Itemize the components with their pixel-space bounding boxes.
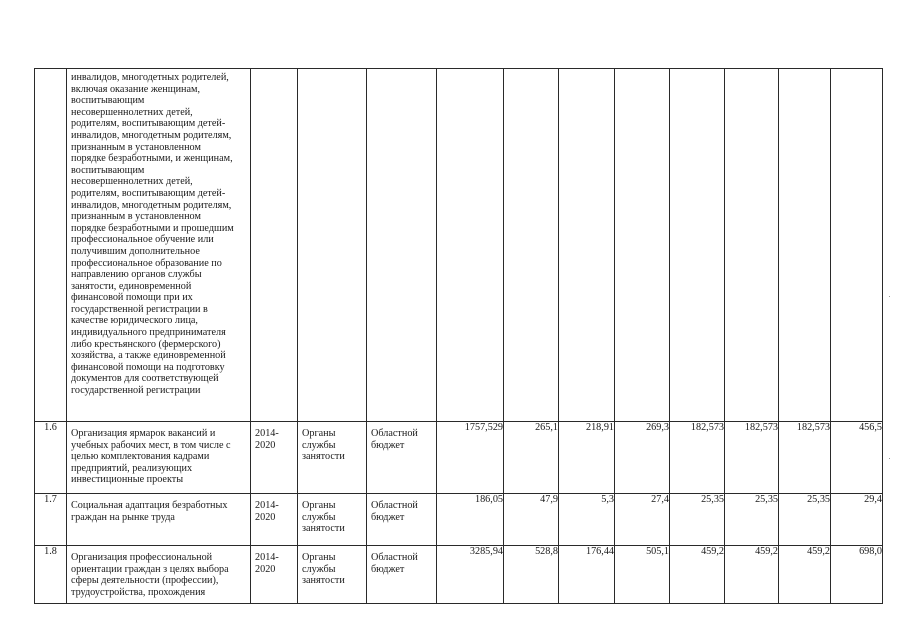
cell-value: 459,2 <box>670 546 725 604</box>
text-line: получившим дополнительное <box>71 245 200 257</box>
cell-index <box>35 69 67 422</box>
cell-source <box>367 494 437 546</box>
cell-value-total: 1757,529 <box>437 422 504 494</box>
cell-value: 456,5 <box>831 422 883 494</box>
name-line: инвестиционные проекты <box>71 474 184 486</box>
cell-value <box>725 69 779 422</box>
text-line: инвалидов, многодетным родителям, <box>71 129 232 141</box>
cell-value: 528,8 <box>504 546 559 604</box>
cell-value <box>670 69 725 422</box>
cell-value <box>559 69 615 422</box>
source-line: бюджет <box>371 439 405 451</box>
row-index: 1.6 <box>35 422 67 494</box>
executor-line: Органы <box>302 500 336 511</box>
name-line: граждан на рынке труда <box>71 511 175 523</box>
text-line: воспитывающим <box>71 164 145 176</box>
cell-executor <box>298 69 367 422</box>
table-row-continuation <box>35 69 883 422</box>
table-row <box>35 546 883 604</box>
text-line: инвалидов, многодетным родителям, <box>71 199 232 211</box>
name-line: целью комплектования кадрами <box>71 451 210 463</box>
executor-line: службы <box>302 511 336 523</box>
cell-value: 505,1 <box>615 546 670 604</box>
cell-value <box>437 69 504 422</box>
cell-value: 698,0 <box>831 546 883 604</box>
cell-executor <box>298 546 367 604</box>
executor-line: службы <box>302 439 336 451</box>
text-line: государственной регистрации в <box>71 303 208 315</box>
cell-value: 25,35 <box>725 494 779 546</box>
text-line: качестве юридического лица, <box>71 315 198 327</box>
cell-name <box>67 546 251 604</box>
cell-value: 182,573 <box>779 422 831 494</box>
cell-value: 27,4 <box>615 494 670 546</box>
name-line: сферы деятельности (профессии), <box>71 575 219 587</box>
period-line: 2014- <box>255 500 279 511</box>
scan-speck <box>889 458 890 459</box>
cell-value: 459,2 <box>779 546 831 604</box>
cell-value: 25,35 <box>670 494 725 546</box>
name-line: Организация ярмарок вакансий и <box>71 428 216 439</box>
text-line: порядке безработными, и женщинам, <box>71 153 233 165</box>
executor-line: занятости <box>302 451 345 463</box>
cell-value: 47,9 <box>504 494 559 546</box>
source-line: бюджет <box>371 511 405 523</box>
name-line: учебных рабочих мест, в том числе с <box>71 439 231 451</box>
cell-value <box>831 69 883 422</box>
text-line: хозяйства, а также единовременной <box>71 350 226 362</box>
source-line: Областной <box>371 500 418 511</box>
cell-value <box>615 69 670 422</box>
period-line: 2020 <box>255 511 276 523</box>
text-line: признанным в установленном <box>71 211 201 223</box>
cell-value: 459,2 <box>725 546 779 604</box>
text-line: родителям, воспитывающим детей- <box>71 118 226 130</box>
name-line: трудоустройства, прохождения <box>71 586 206 598</box>
cell-value: 25,35 <box>779 494 831 546</box>
source-line: Областной <box>371 552 418 563</box>
name-line: Социальная адаптация безработных <box>71 500 228 511</box>
text-line: родителям, воспитывающим детей- <box>71 187 226 199</box>
text-line: индивидуального предпринимателя <box>71 327 226 339</box>
text-line: профессиональное обучение или <box>71 234 214 246</box>
text-line: направлению органов службы <box>71 269 202 281</box>
text-line: включая оказание женщинам, <box>71 83 201 95</box>
text-line: государственной регистрации <box>71 385 201 397</box>
executor-line: Органы <box>302 428 336 439</box>
name-line: Организация профессиональной <box>71 552 213 563</box>
cell-value <box>504 69 559 422</box>
executor-line: Органы <box>302 552 336 563</box>
cell-period <box>251 494 298 546</box>
executor-line: занятости <box>302 523 345 535</box>
cell-value: 269,3 <box>615 422 670 494</box>
period-line: 2014- <box>255 428 279 439</box>
continuation-text <box>67 69 250 399</box>
text-line: профессиональное образование по <box>71 257 222 269</box>
cell-value: 182,573 <box>670 422 725 494</box>
cell-executor <box>298 422 367 494</box>
source-line: бюджет <box>371 563 405 575</box>
cell-name <box>67 422 251 494</box>
cell-period <box>251 69 298 422</box>
text-line: признанным в установленном <box>71 141 201 153</box>
period-line: 2020 <box>255 439 276 451</box>
period-line: 2020 <box>255 563 276 575</box>
cell-period <box>251 422 298 494</box>
executor-line: занятости <box>302 575 345 587</box>
cell-value: 182,573 <box>725 422 779 494</box>
text-line: занятости, единовременной <box>71 280 192 292</box>
name-line: предприятий, реализующих <box>71 462 193 474</box>
name-line: ориентации граждан з целях выбора <box>71 563 229 575</box>
text-line: воспитывающим <box>71 95 145 107</box>
text-line: несовершеннолетних детей, <box>71 176 193 188</box>
cell-value: 176,44 <box>559 546 615 604</box>
text-line: инвалидов, многодетных родителей, <box>71 72 229 83</box>
text-line: несовершеннолетних детей, <box>71 106 193 118</box>
scan-speck <box>889 296 890 297</box>
cell-value: 265,1 <box>504 422 559 494</box>
cell-name <box>67 494 251 546</box>
text-line: финансовой помощи при их <box>71 292 193 304</box>
source-line: Областной <box>371 428 418 439</box>
cell-source <box>367 422 437 494</box>
cell-source <box>367 69 437 422</box>
executor-line: службы <box>302 563 336 575</box>
cell-value: 5,3 <box>559 494 615 546</box>
cell-name <box>67 69 251 422</box>
table-row <box>35 494 883 546</box>
cell-executor <box>298 494 367 546</box>
row-index: 1.7 <box>35 494 67 546</box>
text-line: документов для соответствующей <box>71 373 219 385</box>
text-line: финансовой помощи на подготовку <box>71 361 225 373</box>
cell-value-total: 186,05 <box>437 494 504 546</box>
cell-value: 29,4 <box>831 494 883 546</box>
cell-value <box>779 69 831 422</box>
cell-period <box>251 546 298 604</box>
cell-value-total: 3285,94 <box>437 546 504 604</box>
period-line: 2014- <box>255 552 279 563</box>
budget-table <box>34 68 883 604</box>
cell-source <box>367 546 437 604</box>
text-line: либо крестьянского (фермерского) <box>71 338 221 350</box>
table-row <box>35 422 883 494</box>
cell-value: 218,91 <box>559 422 615 494</box>
row-index: 1.8 <box>35 546 67 604</box>
text-line: порядке безработными и прошедшим <box>71 222 234 234</box>
